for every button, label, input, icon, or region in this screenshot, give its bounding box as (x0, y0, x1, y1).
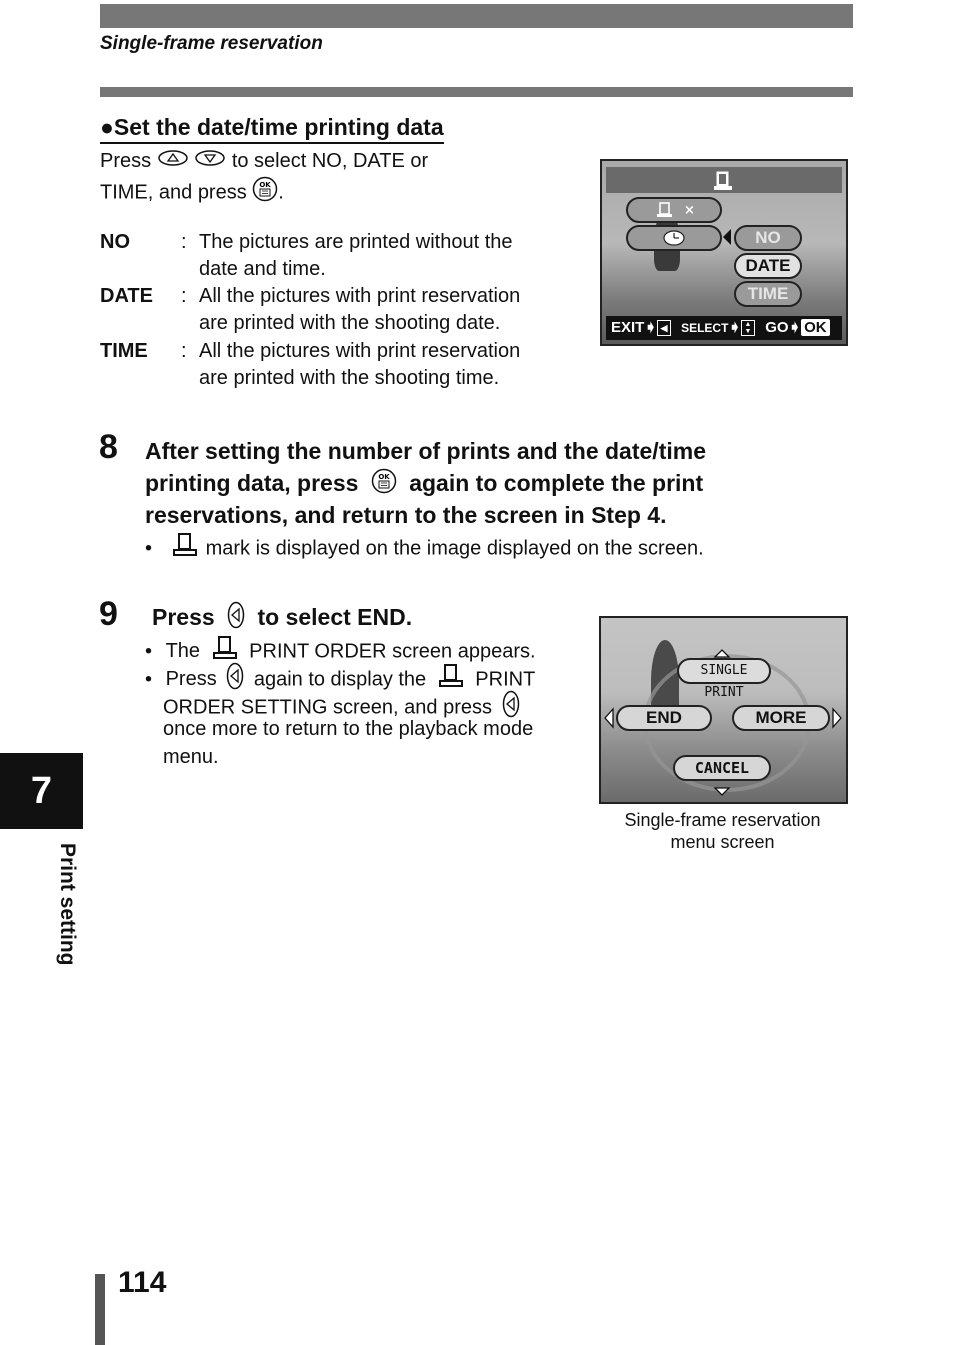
select-label: SELECT (681, 321, 729, 335)
menu-more: MORE (732, 705, 830, 731)
option-time-pill: TIME (734, 281, 802, 307)
step-8-line-1: After setting the number of prints and the date/time (145, 438, 706, 464)
down-button-icon (194, 148, 226, 175)
left-arrow-icon (603, 707, 615, 734)
header-bar-bottom (100, 87, 853, 97)
step-9-number: 9 (99, 595, 118, 633)
caption-line-1: Single-frame reservation (624, 810, 821, 830)
selector-arrow (723, 229, 731, 245)
exit-label: EXIT (611, 319, 645, 336)
option-date-pill: DATE (734, 253, 802, 279)
step-9-bullet-2-line-4: menu. (163, 746, 219, 768)
arrow-icon: ➧ (728, 319, 742, 336)
print-icon (712, 170, 734, 197)
option-term-date: DATE (100, 285, 153, 307)
bullet-dot: ● (100, 114, 114, 140)
subsection-title: Set the date/time printing data (113, 114, 444, 140)
colon: : (181, 231, 187, 253)
intro-line-1: Press to select NO, DATE or (100, 148, 428, 175)
option-desc-date-2: are printed with the shooting date. (199, 312, 501, 334)
step-9-title: Press to select END. (152, 601, 412, 637)
screen-bottom-bar (606, 316, 842, 340)
datetime-item (626, 225, 722, 251)
step-8-bullet: • mark is displayed on the image displayed on the screen. (145, 532, 704, 566)
left-button-icon (227, 601, 245, 637)
down-arrow-icon (713, 784, 731, 802)
right-arrow-icon (831, 707, 843, 734)
chapter-label: Print setting (56, 843, 79, 966)
caption-line-2: menu screen (670, 832, 775, 852)
screen-caption (600, 809, 845, 853)
go-label: GO (765, 319, 789, 336)
left-key-icon: ◀ (657, 320, 671, 336)
option-desc-time-1: All the pictures with print reservation (199, 340, 521, 362)
step-8-line-3: reservations, and return to the screen in Step 4. (145, 502, 667, 528)
print-mark-icon (172, 532, 198, 566)
step-8-number: 8 (99, 428, 118, 466)
option-desc-date-1: All the pictures with print reservation (199, 285, 521, 307)
up-button-icon (157, 148, 189, 175)
page-number: 114 (118, 1266, 167, 1299)
option-term-no: NO (100, 231, 130, 253)
arrow-icon: ➧ (788, 319, 802, 336)
ok-button-icon (371, 468, 397, 502)
step-9-bullet-1: • The PRINT ORDER screen appears. (145, 635, 536, 669)
menu-single-print: SINGLE PRINT (677, 658, 771, 684)
camera-screen-datetime (600, 159, 848, 346)
menu-end: END (616, 705, 712, 731)
option-desc-time-2: are printed with the shooting time. (199, 367, 500, 389)
step-9-bullet-2-line-1: • Press again to display the PRINT (145, 662, 535, 698)
option-term-time: TIME (100, 340, 148, 362)
svg-text:OK: OK (378, 472, 390, 481)
page-number-bar (95, 1274, 105, 1345)
ok-key-label: OK (801, 319, 830, 336)
option-no-pill: NO (734, 225, 802, 251)
svg-text:×: × (684, 203, 694, 218)
camera-screen-reservation-menu (599, 616, 848, 804)
ok-button-icon (252, 176, 278, 210)
step-9-bullet-2-line-2: ORDER SETTING screen, and press (163, 690, 520, 726)
colon: : (181, 340, 187, 362)
option-desc-no-2: date and time. (199, 258, 326, 280)
option-desc-no-1: The pictures are printed without the (199, 231, 513, 253)
header-bar-top (100, 4, 853, 28)
subsection-heading (100, 114, 444, 144)
chapter-number: 7 (30, 770, 53, 812)
chapter-tab (0, 753, 83, 829)
step-9-bullet-2-line-3: once more to return to the playback mode (163, 718, 534, 740)
arrow-icon: ➧ (644, 319, 657, 336)
print-cancel-item (626, 197, 722, 223)
colon: : (181, 285, 187, 307)
updown-key-icon: ▲ ▼ (741, 320, 755, 336)
step-8-line-2: printing data, press OK again to complete the print (145, 467, 703, 502)
svg-text:OK: OK (259, 181, 271, 189)
section-header: Single-frame reservation (100, 33, 323, 54)
menu-cancel: CANCEL (673, 755, 771, 781)
intro-line-2: TIME, and press OK . (100, 176, 284, 210)
